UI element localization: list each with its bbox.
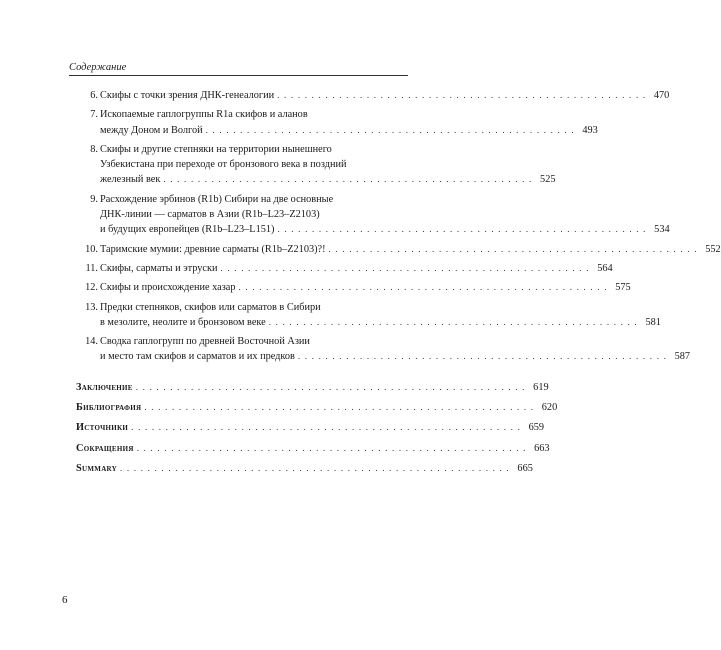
toc-entry bbox=[82, 242, 721, 257]
toc-entry-title-line: Ископаемые гаплогруппы R1a скифов и аланов bbox=[100, 109, 308, 121]
back-matter-entry bbox=[76, 441, 550, 456]
back-matter-title: Summary bbox=[76, 462, 118, 474]
back-matter-title: Заключение bbox=[76, 381, 133, 393]
toc-entry-number: 12. bbox=[85, 282, 98, 294]
toc-entry-title-line: Расхождение эрбинов (R1b) Сибири на две основные bbox=[100, 193, 334, 205]
back-matter-entry bbox=[76, 420, 545, 435]
toc-entry-number: 14. bbox=[85, 336, 98, 348]
toc-entry-title-line: и будущих европейцев (R1b–L23–L151) bbox=[100, 224, 275, 236]
dot-leader: . . . . . . . . . . . . . . . . . . . . . . . . . . . . . . . . . . . . . . . . . . . . . . . . . . . . . . . . . bbox=[136, 442, 527, 453]
toc-entry-title-line: Таримские мумии: древние сарматы (R1b–Z2103)?! bbox=[100, 243, 326, 255]
dot-leader: . . . . . . . . . . . . . . . . . . . . . . . . . . . . . . . . . . . . . . . . . . . . . . . . . . . . . . bbox=[163, 174, 533, 185]
back-matter-list bbox=[76, 380, 558, 476]
toc-entry-page: 581 bbox=[645, 316, 661, 328]
dot-leader: . . . . . . . . . . . . . . . . . . . . . . . . . . . . . . . . . . . . . . . . . . . . . . . . . . . . . . bbox=[268, 316, 638, 327]
toc-entry bbox=[82, 88, 670, 103]
toc-entry-number: 7. bbox=[90, 109, 98, 121]
toc-entry-title-line: Скифы и происхождение хазар bbox=[100, 282, 236, 294]
back-matter-page: 663 bbox=[534, 442, 550, 454]
header-rule bbox=[69, 75, 408, 76]
back-matter-title: Сокращения bbox=[76, 442, 134, 454]
back-matter-entry bbox=[76, 380, 549, 395]
dot-leader: . . . . . . . . . . . . . . . . . . . . . . . . . . . . . . . . . . . . . . . . . . . . . . . . . . . . . . bbox=[220, 262, 590, 273]
toc-entry-title-line: Сводка гаплогрупп по древней Восточной Азии bbox=[100, 336, 310, 348]
dot-leader: . . . . . . . . . . . . . . . . . . . . . . . . . . . . . . . . . . . . . . . . . . . . . . . . . . . . . . bbox=[297, 351, 668, 362]
toc-entry bbox=[82, 300, 661, 331]
toc-entry-title-line: железный век bbox=[100, 174, 161, 186]
toc-entry-page: 534 bbox=[654, 224, 670, 236]
toc-entry-page: 493 bbox=[582, 124, 598, 136]
toc-entry bbox=[82, 107, 598, 138]
toc-entry-title-line: Скифы, сарматы и этруски bbox=[100, 262, 218, 274]
page-number: 6 bbox=[62, 594, 68, 606]
back-matter-page: 665 bbox=[517, 462, 533, 474]
toc-entry-page: 552 bbox=[705, 243, 721, 255]
toc-entry bbox=[82, 280, 631, 295]
dot-leader: . . . . . . . . . . . . . . . . . . . . . . . . . . . . . . . . . . . . . . . . . . . . . . . . . . . . . . . . . bbox=[131, 422, 522, 433]
dot-leader: . . . . . . . . . . . . . . . . . . . . . . . . . . . . . . . . . . . . . . . . . . . . . . . . . . . . . . bbox=[277, 90, 647, 100]
running-head: Содержание bbox=[69, 62, 127, 73]
toc-entry-title-line: ДНК-линии — сарматов в Азии (R1b–L23–Z2103) bbox=[100, 209, 320, 221]
back-matter-title: Библиография bbox=[76, 402, 142, 414]
back-matter-page: 659 bbox=[528, 422, 545, 434]
back-matter-page: 619 bbox=[533, 381, 549, 393]
toc-entry-title-line: Скифы с точки зрения ДНК-генеалогии bbox=[100, 90, 275, 101]
toc-entry-page: 525 bbox=[540, 174, 556, 186]
dot-leader: . . . . . . . . . . . . . . . . . . . . . . . . . . . . . . . . . . . . . . . . . . . . . . . . . . . . . . . . . bbox=[144, 402, 535, 413]
toc-entry bbox=[82, 192, 670, 238]
toc-entry-title-line: в мезолите, неолите и бронзовом веке bbox=[100, 316, 266, 328]
toc-entry-title-line: Скифы и другие степняки на территории нынешнего bbox=[100, 143, 332, 155]
dot-leader: . . . . . . . . . . . . . . . . . . . . . . . . . . . . . . . . . . . . . . . . . . . . . . . . . . . . . . . . . bbox=[135, 381, 526, 392]
toc-entry-page: 587 bbox=[674, 351, 691, 363]
toc-entry bbox=[82, 261, 613, 276]
toc-entry-number: 9. bbox=[90, 193, 98, 205]
toc-entry-number: 13. bbox=[85, 301, 98, 313]
dot-leader: . . . . . . . . . . . . . . . . . . . . . . . . . . . . . . . . . . . . . . . . . . . . . . . . . . . . . . bbox=[277, 224, 647, 235]
toc-entry-title-line: Узбекистана при переходе от бронзового века в поздний bbox=[100, 159, 347, 171]
toc-entry bbox=[82, 334, 691, 365]
toc-entry-number: 11. bbox=[85, 262, 98, 274]
dot-leader: . . . . . . . . . . . . . . . . . . . . . . . . . . . . . . . . . . . . . . . . . . . . . . . . . . . . . . . . . bbox=[120, 462, 510, 473]
toc-entry-title-line: и место там скифов и сарматов и их предков bbox=[100, 351, 295, 363]
dot-leader: . . . . . . . . . . . . . . . . . . . . . . . . . . . . . . . . . . . . . . . . . . . . . . . . . . . . . . bbox=[328, 243, 698, 254]
back-matter-entry bbox=[76, 400, 558, 415]
toc-entry-page: 575 bbox=[615, 282, 631, 294]
dot-leader: . . . . . . . . . . . . . . . . . . . . . . . . . . . . . . . . . . . . . . . . . . . . . . . . . . . . . . bbox=[205, 124, 575, 135]
toc-entry-number: 6. bbox=[90, 90, 98, 101]
toc-entry-number: 10. bbox=[85, 243, 98, 255]
dot-leader: . . . . . . . . . . . . . . . . . . . . . . . . . . . . . . . . . . . . . . . . . . . . . . . . . . . . . . bbox=[238, 282, 608, 293]
toc-entry-title-line: между Доном и Волгой bbox=[100, 124, 203, 136]
toc-entry-page: 470 bbox=[653, 90, 670, 101]
back-matter-entry bbox=[76, 461, 533, 476]
toc-entry bbox=[82, 142, 556, 188]
toc-entry-title-line: Предки степняков, скифов или сарматов в Сибири bbox=[100, 301, 321, 313]
back-matter-page: 620 bbox=[541, 402, 558, 414]
back-matter-title: Источники bbox=[76, 422, 129, 434]
table-of-contents bbox=[76, 88, 721, 481]
toc-entry-number: 8. bbox=[90, 143, 98, 155]
toc-entry-page: 564 bbox=[597, 262, 613, 274]
